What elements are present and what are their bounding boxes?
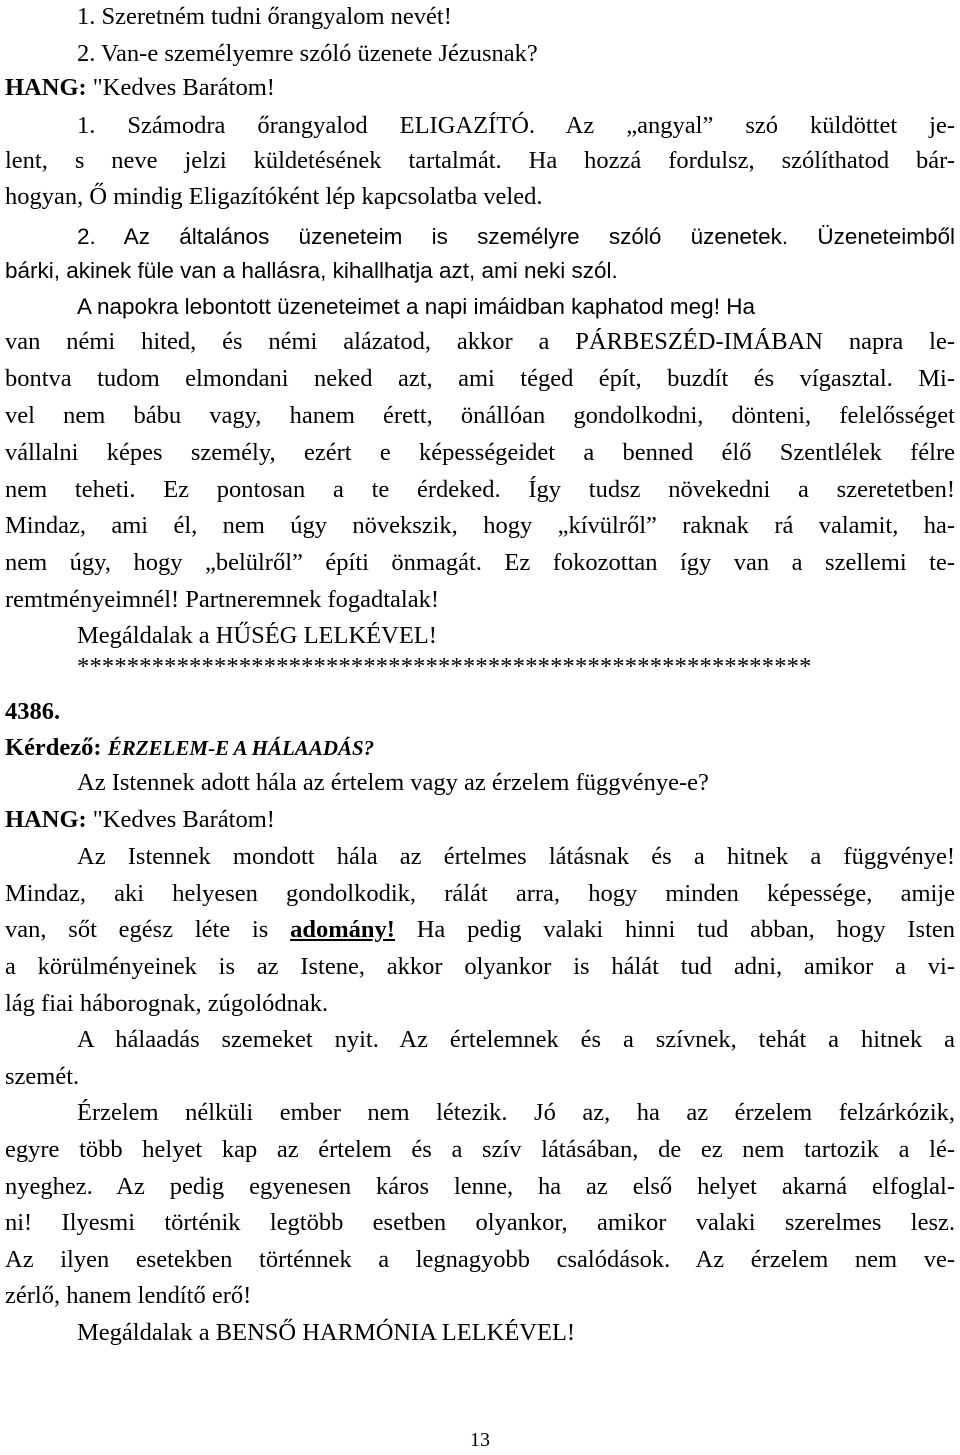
text-line bbox=[5, 915, 955, 945]
text-line bbox=[5, 182, 955, 212]
question-title: ÉRZELEM-E A HÁLAADÁS? bbox=[107, 736, 375, 760]
text-line bbox=[5, 475, 955, 505]
text-line: Az Istennek mondott hála az értelmes látásnak és a hitnek a függvénye! bbox=[77, 843, 955, 870]
text-line: lág fiai háborognak, zúgolódnak. bbox=[5, 990, 329, 1017]
text-line: Mindaz, aki helyesen gondolkodik, rálát arra, hogy minden képessége, amije bbox=[5, 880, 955, 907]
text-line: szemét. bbox=[5, 1063, 80, 1090]
text-line: Érzelem nélküli ember nem létezik. Jó az, ha az érzelem felzárkózik, bbox=[77, 1099, 955, 1126]
text-span: vállalni képes személy, ezért e képességeidet a benned élő Szentlélek félre bbox=[5, 439, 955, 466]
text-line: zérlő, hanem lendítő erő! bbox=[5, 1282, 252, 1309]
text-line bbox=[5, 401, 955, 431]
text-span: 2. Az általános üzeneteim is személyre szóló üzenetek. Üzeneteimből bbox=[77, 224, 955, 249]
question-label: Kérdező: bbox=[5, 734, 102, 761]
text-span: van, sőt egész léte is bbox=[5, 916, 291, 943]
text-line: Az ilyen esetekben történnek a legnagyobb csalódások. Az érzelem nem ve- bbox=[5, 1246, 955, 1273]
text-line bbox=[5, 364, 955, 394]
text-span: nem úgy, hogy „belülről” építi önmagát. Ez fokozottan így van a szellemi te- bbox=[5, 549, 955, 576]
question-text: Az Istennek adott hála az értelem vagy az érzelem függvénye-e? bbox=[77, 769, 709, 796]
hang-label: HANG: bbox=[5, 74, 87, 101]
text-line: A hálaadás szemeket nyit. Az értelemnek és a szívnek, tehát a hitnek a bbox=[77, 1026, 955, 1053]
text-line bbox=[5, 511, 955, 541]
text-line: nyeghez. Az pedig egyenesen káros lenne, ha az első helyet akarná elfoglal- bbox=[5, 1173, 955, 1200]
text-line bbox=[77, 111, 955, 141]
blessing-line: Megáldalak a BENSŐ HARMÓNIA LELKÉVEL! bbox=[77, 1319, 576, 1346]
text-span: nem teheti. Ez pontosan a te érdeked. Így tudsz növekedni a szeretetben! bbox=[5, 476, 955, 503]
text-span: "Kedves Barátom! bbox=[86, 806, 275, 833]
emphasis-word: adomány! bbox=[290, 916, 395, 943]
text-line bbox=[77, 222, 955, 252]
text-line bbox=[5, 146, 955, 176]
hang-line bbox=[5, 805, 955, 835]
text-span: van némi hited, és némi alázatod, akkor a PÁRBESZÉD-IMÁBAN napra le- bbox=[5, 328, 955, 355]
page-number: 13 bbox=[470, 1429, 490, 1451]
text-span: 2. Van-e személyemre szóló üzenete Jézusnak? bbox=[77, 40, 538, 67]
separator-stars: *********************************************************** bbox=[77, 653, 812, 680]
text-line bbox=[5, 327, 955, 357]
text-line bbox=[5, 438, 955, 468]
text-line bbox=[5, 585, 955, 615]
text-span: A napokra lebontott üzeneteimet a napi imáidban kaphatod meg! Ha bbox=[77, 294, 755, 319]
text-span: Megáldalak a HŰSÉG LELKÉVEL! bbox=[77, 622, 437, 649]
text-line bbox=[77, 39, 955, 69]
text-span: Mindaz, ami él, nem úgy növekszik, hogy „kívülről” raknak rá valamit, ha- bbox=[5, 512, 955, 539]
text-span: remtményeimnél! Partneremnek fogadtalak! bbox=[5, 586, 440, 613]
blessing-line bbox=[77, 621, 955, 651]
text-span: bontva tudom elmondani neked azt, ami téged épít, buzdít és vígasztal. Mi- bbox=[5, 365, 955, 392]
hang-line bbox=[5, 73, 955, 103]
text-span: 1. Számodra őrangyalod ELIGAZÍTÓ. Az „angyal” szó küldöttet je- bbox=[77, 112, 955, 139]
entry-number: 4386. bbox=[5, 698, 61, 725]
text-span: "Kedves Barátom! bbox=[86, 74, 275, 101]
hang-label: HANG: bbox=[5, 806, 87, 833]
text-span: 1. Szeretném tudni őrangyalom nevét! bbox=[77, 3, 452, 30]
text-line: ni! Ilyesmi történik legtöbb esetben olyankor, amikor valaki szerelmes lesz. bbox=[5, 1209, 955, 1236]
text-span: vel nem bábu vagy, hanem érett, önállóan gondolkodni, dönteni, felelősséget bbox=[5, 402, 955, 429]
text-line: egyre több helyet kap az értelem és a szív látásában, de ez nem tartozik a lé- bbox=[5, 1136, 955, 1163]
text-span: lent, s neve jelzi küldetésének tartalmát. Ha hozzá fordulsz, szólíthatod bár- bbox=[5, 147, 955, 174]
text-line bbox=[5, 548, 955, 578]
text-span: bárki, akinek füle van a hallásra, kihallhatja azt, ami neki szól. bbox=[5, 258, 618, 283]
text-line bbox=[5, 256, 955, 286]
text-line bbox=[77, 2, 955, 32]
text-span: hogyan, Ő mindig Eligazítóként lép kapcsolatba veled. bbox=[5, 183, 543, 210]
text-span: Ha pedig valaki hinni tud abban, hogy Isten bbox=[394, 916, 956, 943]
question-header bbox=[5, 733, 955, 763]
text-line bbox=[77, 292, 955, 322]
text-line: a körülményeinek is az Istene, akkor olyankor is hálát tud adni, amikor a vi- bbox=[5, 953, 955, 980]
